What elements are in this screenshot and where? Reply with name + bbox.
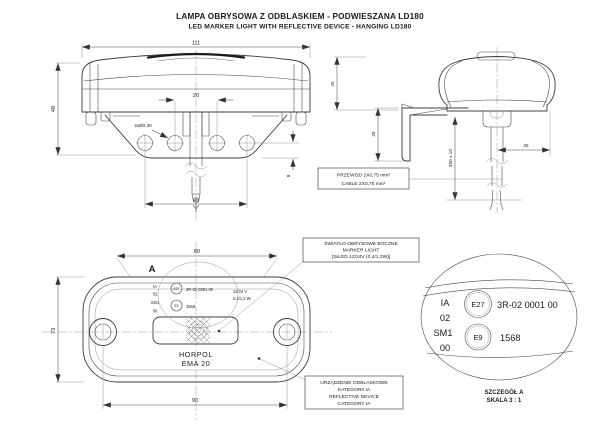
detail-a-letter: A (148, 264, 156, 275)
face-cat-row3: SM1 (150, 300, 160, 305)
reflective-note-line4: CATEGORY IA (337, 402, 371, 407)
side-view (318, 47, 555, 213)
title-block (176, 12, 424, 31)
marker-leader-dot (218, 330, 221, 333)
marker-note-line1: ŚWIATŁO OBRYSOWE BOCZNE (324, 242, 398, 247)
detail-scale: SKALA 3 : 1 (486, 397, 522, 404)
face-dimensions (51, 249, 287, 409)
marker-note-callout (220, 238, 419, 330)
detail-cat-row3: SM1 (433, 328, 453, 338)
reflective-leader-dot (258, 357, 261, 360)
dim-face-hole-spacing-label: 90 (191, 398, 199, 404)
title-pl: LAMPA OBRYSOWA Z ODBLASKIEM - PODWIESZANA LD180 (176, 12, 424, 21)
cable-note-pl: PRZEWÓD 2X0,75 mm² (337, 173, 390, 179)
face-cat-row4: 00 (152, 308, 158, 314)
model-label: EMA 20 (181, 359, 211, 368)
face-reflector-window (153, 317, 238, 344)
reflective-note-line1: URZĄDZENIE ODBLASKOWE (320, 381, 388, 386)
side-bracket (402, 104, 468, 161)
detail-view (421, 254, 577, 404)
dim-cable-offset-label: 26 (523, 143, 529, 148)
face-approval1: 3R-02 0001 00 (186, 287, 214, 292)
detail-cat-row4: 00 (439, 343, 451, 353)
front-view (51, 41, 310, 223)
face-markings (149, 262, 251, 368)
reflective-note-line2: KATEGORII IA (337, 388, 371, 393)
marker-note-line2: MARKER LIGHT (342, 248, 380, 254)
cable-note-en: CABLE 2X0,75 mm² (341, 182, 386, 187)
dim-lamp-height-label: 25 (330, 81, 335, 87)
face-e9-mark: E9 (174, 304, 179, 308)
dim-width-label: 111 (191, 40, 201, 47)
detail-approval1: 3R-02 0001 00 (497, 300, 558, 310)
side-dimensions (318, 57, 550, 200)
dim-edge-offset-label: 8 (286, 174, 291, 178)
detail-approval2: 1568 (500, 333, 521, 343)
dim-lens-width-label: 80 (193, 249, 201, 255)
detail-caption: SZCZEGÓŁ A (484, 389, 524, 396)
dim-hole-spacing-label: 49 (192, 197, 200, 204)
face-approval2: 1568 (186, 304, 196, 309)
face-power: 0,4/1,2 W (233, 296, 251, 301)
face-voltage: 12/24 V (233, 289, 248, 294)
reflective-note-callout (258, 357, 403, 409)
marker-note-line3: [3xLED 12/24V (0,4/1,2W)] (331, 255, 391, 260)
dim-inner-spacing-label: 20 (192, 93, 200, 99)
dim-bracket-height-label: 26 (371, 131, 376, 137)
detail-e9-mark: E9 (473, 333, 483, 342)
hole-note-leader (152, 130, 168, 138)
hole-note-label: 2xØ2,30 (134, 123, 152, 128)
dim-face-height-label: 73 (51, 327, 57, 335)
brand-label: HORPOL (179, 350, 213, 359)
face-view (42, 238, 419, 420)
detail-cat-row2: 02 (439, 313, 451, 323)
hatch-area (186, 318, 210, 343)
face-cat-row1: IA (153, 284, 157, 289)
detail-cat-row1: IA (440, 298, 450, 308)
title-en: LED MARKER LIGHT WITH REFLECTIVE DEVICE - HANGING LD180 (188, 23, 412, 31)
detail-e27-mark: E27 (471, 300, 485, 309)
dim-height-label: 48 (51, 105, 57, 113)
face-cat-row2: 02 (152, 291, 158, 297)
reflective-note-line3: REFLECTIVE DEVICE (329, 395, 379, 400)
dim-cable-length-label: 450 ± 10 (448, 149, 453, 167)
reflective-note-leader (260, 359, 306, 380)
face-e27-mark: E27 (173, 287, 180, 291)
